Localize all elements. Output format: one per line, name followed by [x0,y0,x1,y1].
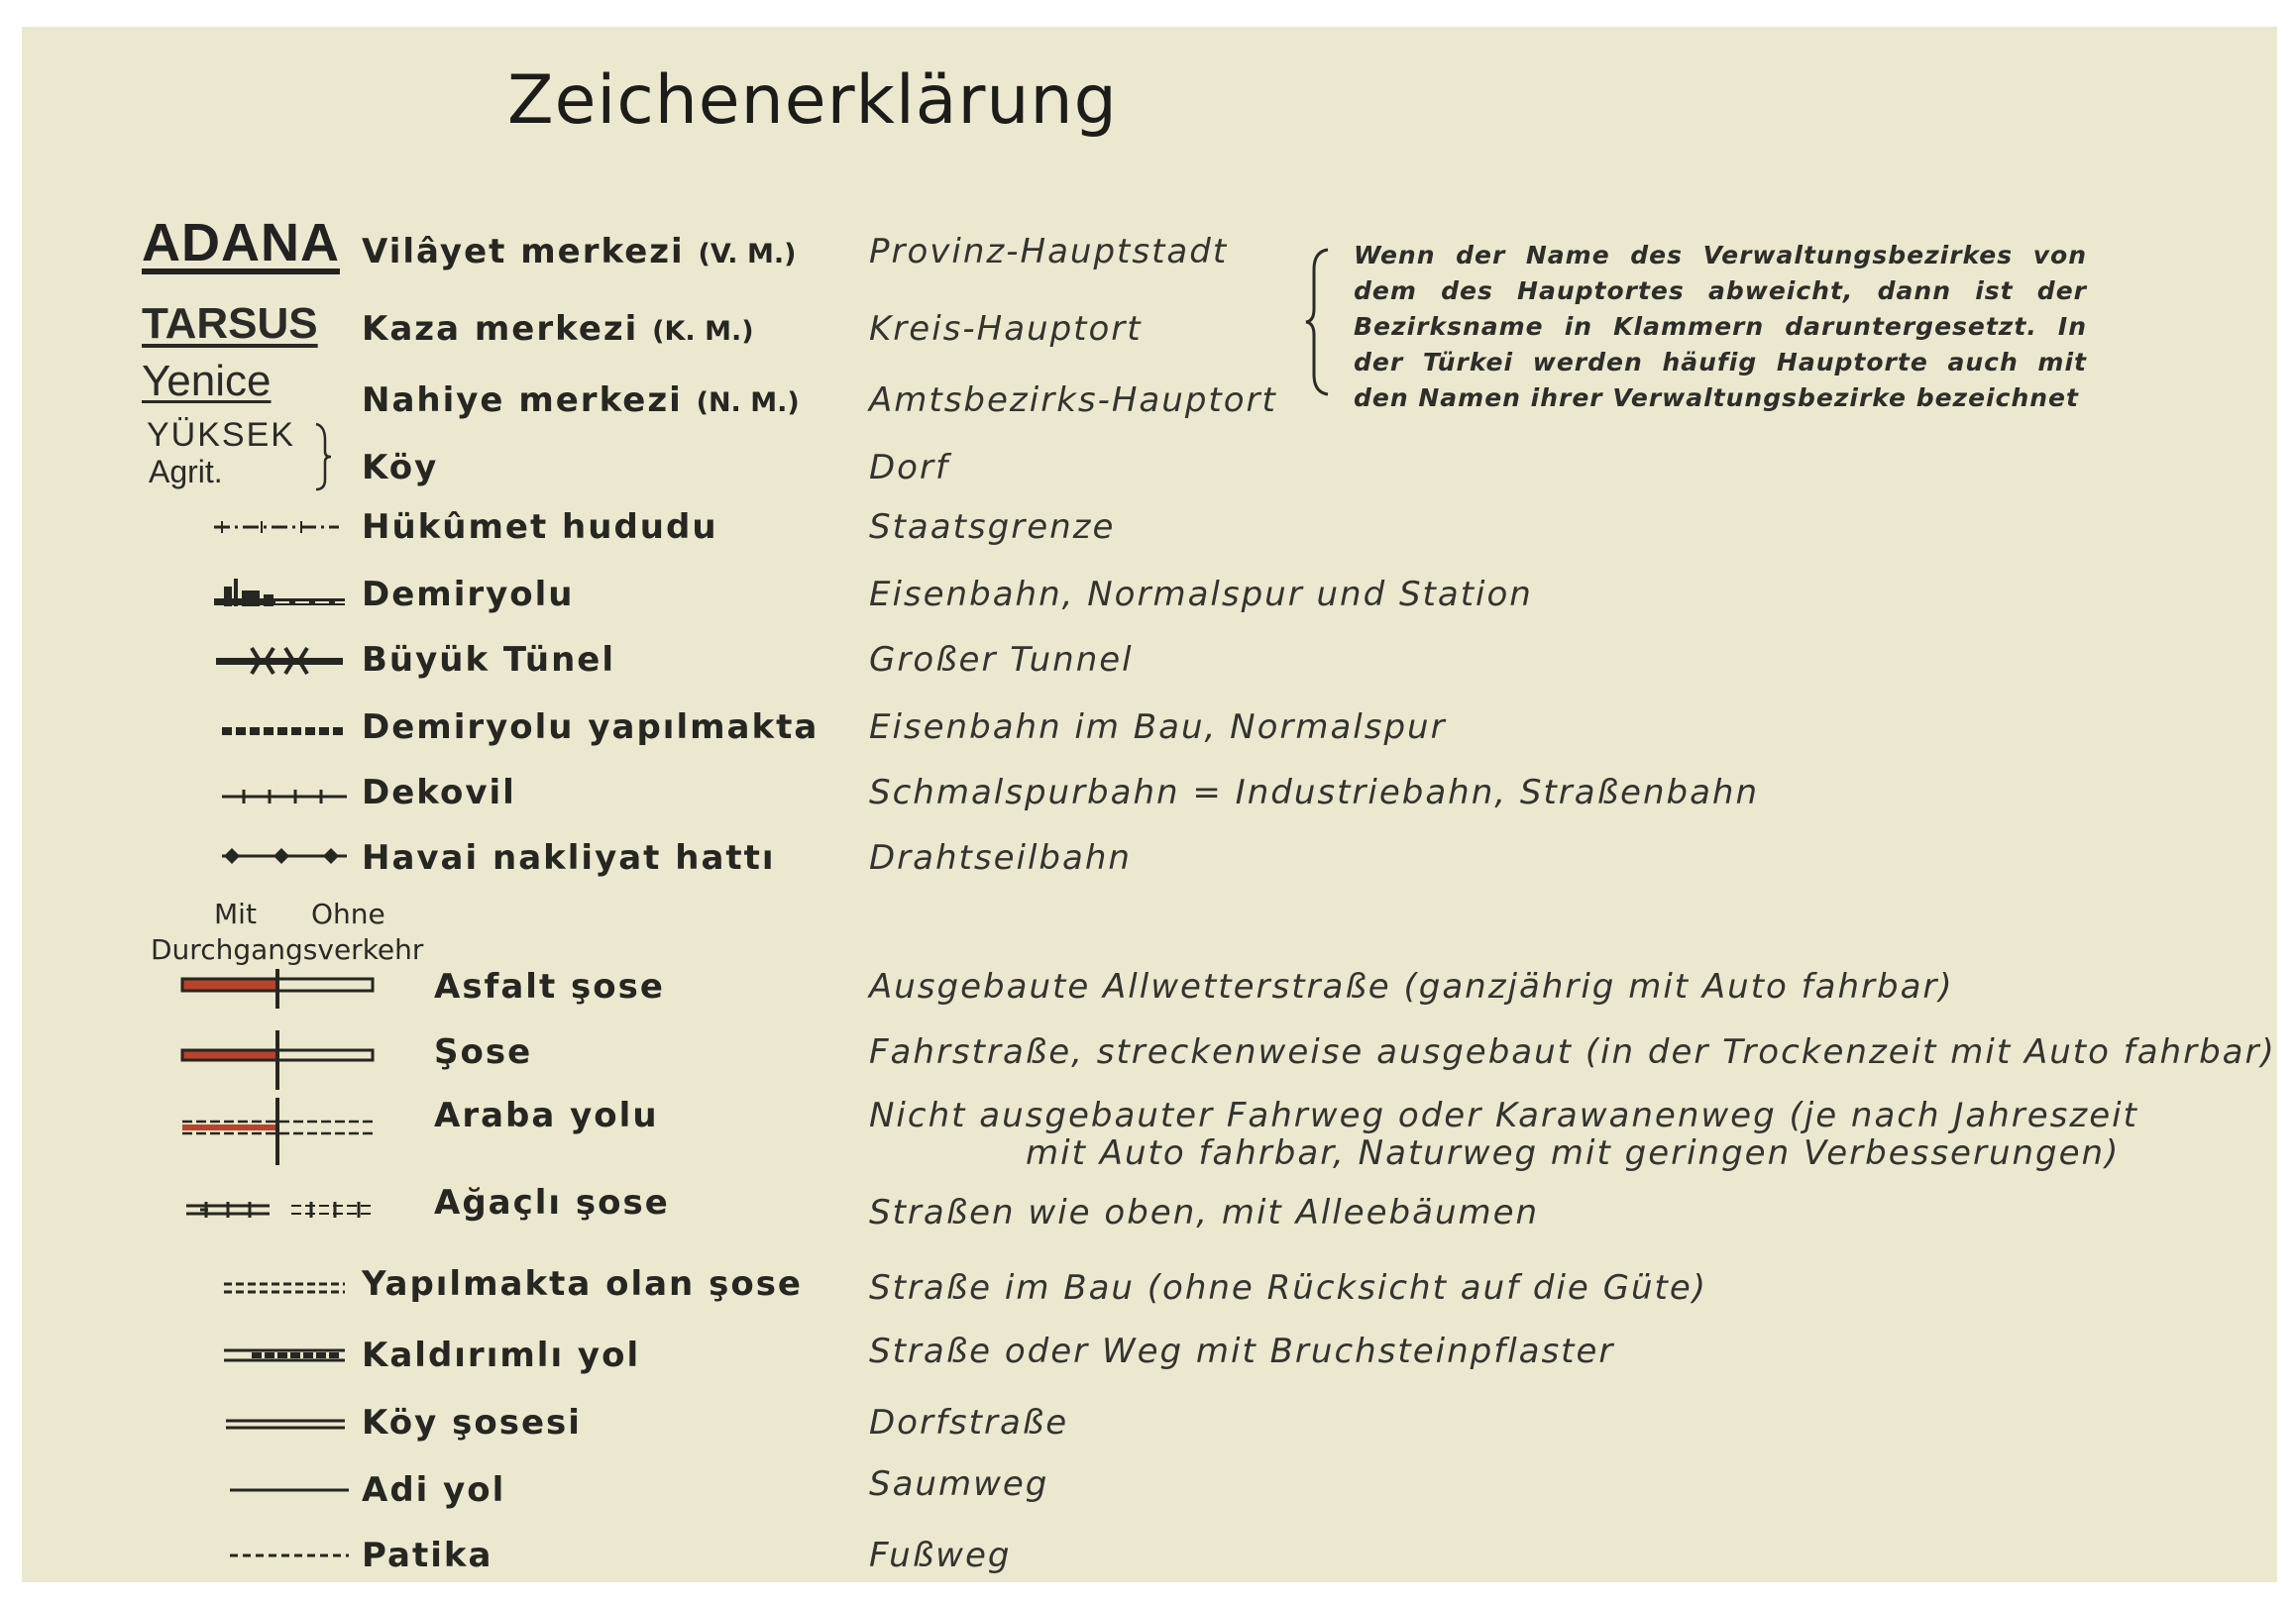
bridle-path-icon [228,1484,351,1496]
row-tree-lined-road-tr: Ağaçlı şose [434,1183,670,1223]
row-tunnel-tr: Büyük Tünel [362,640,616,680]
row-narrow-gauge-de: Schmalspurbahn = Industriebahn, Straßenbahn [869,773,1760,812]
village-road-icon [224,1415,347,1435]
tunnel-icon [214,644,345,680]
note-brace-icon [1304,248,1334,396]
row-bridle-path-tr: Adi yol [362,1470,506,1510]
row-cableway-tr: Havai nakliyat hattı [362,838,776,878]
legend-title: Zeichenerklärung [507,61,1118,140]
cobbled-road-icon [222,1345,347,1365]
district-capital-sample: TARSUS [142,299,318,348]
cart-road-icon [180,1098,375,1165]
row-village-road-tr: Köy şosesi [362,1403,582,1443]
row-paved-road-tr: Şose [434,1032,533,1072]
row-footpath-tr: Patika [362,1536,493,1575]
row-road-construction-tr: Yapılmakta olan şose [362,1264,803,1304]
row-village-de: Dorf [869,448,949,487]
row-cobbled-road-de: Straße oder Weg mit Bruchsteinpflaster [869,1332,1615,1371]
province-capital-sample: ADANA [142,213,340,272]
row-cableway-de: Drahtseilbahn [869,838,1132,878]
row-railway-tr: Demiryolu [362,575,575,614]
cableway-icon [220,842,349,870]
row-footpath-de: Fußweg [869,1536,1012,1575]
row-cart-road-de-continued: mit Auto fahrbar, Naturweg mit geringen Verbesserungen) [1026,1133,2121,1173]
narrow-gauge-icon [220,785,349,808]
row-village-tr: Köy [362,448,439,487]
row-province-capital-tr: Vilâyet merkezi (V. M.) [362,232,797,271]
row-province-capital-de: Provinz-Hauptstadt [869,232,1229,271]
village-sample-lower: Agrit. [149,454,223,489]
row-railway-construction-tr: Demiryolu yapılmakta [362,707,820,747]
row-cart-road-tr: Araba yolu [434,1096,659,1135]
row-tree-lined-road-de: Straßen wie oben, mit Alleebäumen [869,1193,1540,1232]
subdistrict-capital-sample: Yenice [142,357,272,405]
row-border-de: Staatsgrenze [869,507,1116,547]
village-brace-icon [313,422,333,491]
row-railway-de: Eisenbahn, Normalspur und Station [869,575,1533,614]
row-paved-road-de: Fahrstraße, streckenweise ausgebaut (in der Trockenzeit mit Auto fahrbar) [869,1032,2276,1072]
row-railway-construction-de: Eisenbahn im Bau, Normalspur [869,707,1447,747]
row-asphalt-road-tr: Asfalt şose [434,967,665,1007]
road-construction-icon [222,1278,347,1298]
row-cobbled-road-tr: Kaldırımlı yol [362,1336,641,1375]
railway-construction-icon [220,721,349,741]
road-header-without: Ohne [311,898,385,930]
row-road-construction-de: Straße im Bau (ohne Rücksicht auf die Güte) [869,1268,1708,1308]
asphalt-road-icon [180,969,375,1009]
admin-name-note: Wenn der Name des Verwaltungsbezirkes von dem des Hauptortes abweicht, dann ist der Bezirksname in Klammern daruntergesetzt. In der Türkei werden häufig Hauptorte auch mit den Namen ihrer Verwaltungsbezirke bezeichnet [1354,241,2087,412]
road-header-traffic: Durchgangsverkehr [151,933,424,966]
row-cart-road-de: Nicht ausgebauter Fahrweg oder Karawanenweg (je nach Jahreszeit [869,1096,2138,1135]
footpath-icon [228,1550,351,1561]
row-subdistrict-capital-tr: Nahiye merkezi (N. M.) [362,380,800,420]
row-border-tr: Hükûmet hududu [362,507,718,547]
paved-road-icon [180,1030,375,1090]
row-subdistrict-capital-de: Amtsbezirks-Hauptort [869,380,1277,420]
row-narrow-gauge-tr: Dekovil [362,773,516,812]
row-district-capital-de: Kreis-Hauptort [869,309,1143,349]
row-bridle-path-de: Saumweg [869,1464,1049,1504]
tree-lined-road-icon [184,1195,379,1225]
row-district-capital-tr: Kaza merkezi (K. M.) [362,309,754,349]
border-line-icon [212,515,341,539]
row-village-road-de: Dorfstraße [869,1403,1069,1443]
road-header-with: Mit [214,898,257,930]
row-tunnel-de: Großer Tunnel [869,640,1134,680]
village-sample-upper: YÜKSEK [147,416,295,454]
row-asphalt-road-de: Ausgebaute Allwetterstraße (ganzjährig mit Auto fahrbar) [869,967,1954,1007]
railway-icon [212,573,347,612]
